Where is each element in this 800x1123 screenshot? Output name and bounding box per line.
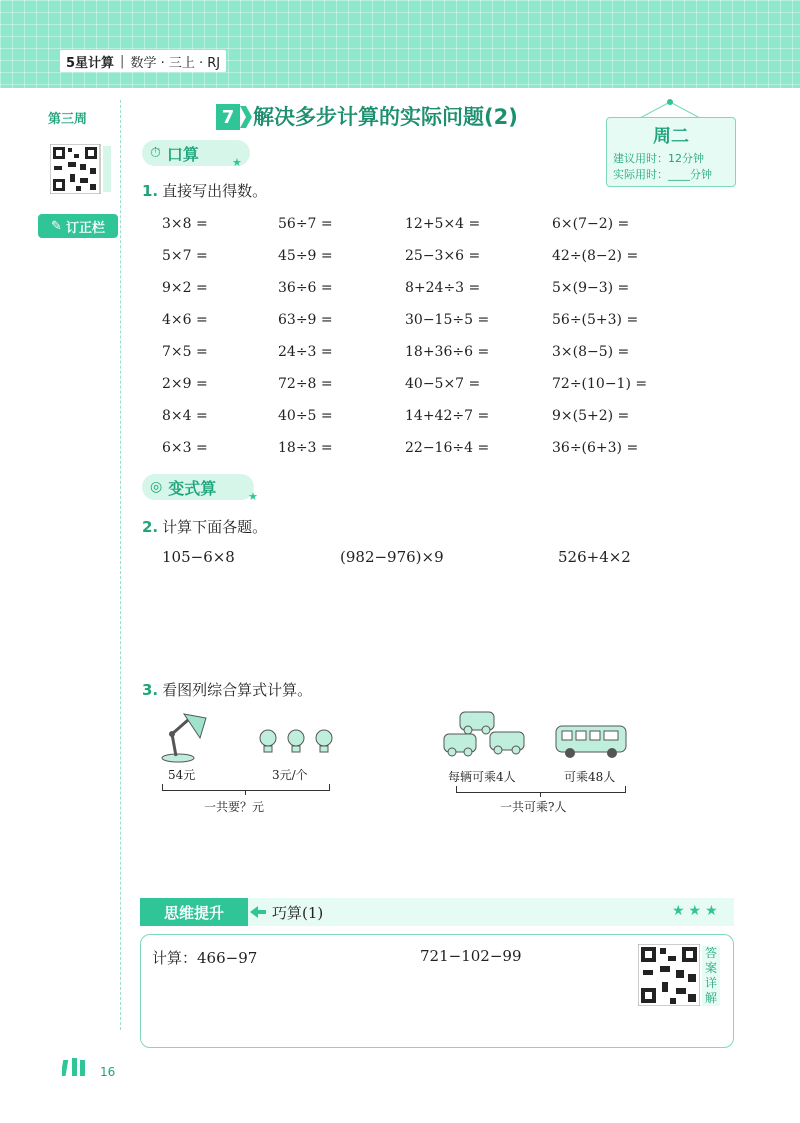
oral-item: 14+42÷7 =: [405, 408, 490, 424]
oral-item: 18÷3 =: [278, 440, 333, 456]
oral-item: 63÷9 =: [278, 312, 333, 328]
oral-item: 36÷(6+3) =: [552, 440, 639, 456]
oral-item: 45÷9 =: [278, 248, 333, 264]
bus-icon: [554, 722, 630, 762]
question-1-number: 1.: [142, 182, 159, 200]
oral-item: 5×7 =: [162, 248, 208, 264]
oral-item: 9×2 =: [162, 280, 208, 296]
section-variant-header: [142, 474, 254, 500]
q2-answer-area[interactable]: [160, 576, 730, 664]
thinking-expression-2: 721−102−99: [420, 947, 522, 965]
q2-expression-1: 105−6×8: [162, 548, 235, 566]
oral-item: 3×(8−5) =: [552, 344, 630, 360]
car-capacity: 每辆可乘4人: [448, 770, 516, 784]
oral-item: 8×4 =: [162, 408, 208, 424]
cars-icon: [440, 708, 532, 766]
oral-item: 6×(7−2) =: [552, 216, 630, 232]
oral-item: 42÷(8−2) =: [552, 248, 639, 264]
oral-item: 22−16÷4 =: [405, 440, 490, 456]
oral-item: 6×3 =: [162, 440, 208, 456]
question-3-number: 3.: [142, 681, 159, 699]
oral-item: 18+36÷6 =: [405, 344, 490, 360]
left-brace: [162, 784, 330, 791]
star-icon: ★: [232, 156, 242, 169]
books-icon: [62, 1056, 96, 1078]
correction-tag: [38, 214, 118, 238]
correction-label: 订正栏: [65, 220, 105, 236]
sidebar-divider: [120, 100, 121, 1030]
week-label: 第三周: [48, 112, 88, 127]
light-bulbs-icon: [256, 726, 338, 760]
right-brace-tip: [540, 792, 541, 797]
arrow-left-icon: [250, 906, 266, 918]
right-total-question: 一共可乘?人: [500, 800, 567, 814]
difficulty-stars-icon: ★★★: [672, 903, 722, 919]
question-3: [142, 679, 312, 700]
qr-code-icon[interactable]: [50, 144, 112, 194]
page-number: 16: [100, 1065, 116, 1079]
question-2: [142, 516, 267, 537]
desk-lamp-icon: [158, 708, 214, 764]
question-3-text: 看图列综合算式计算。: [162, 681, 313, 699]
section-oral-label: 口算: [166, 144, 199, 164]
q3-answer-area[interactable]: [160, 820, 730, 886]
thinking-prompt: 计算：466−97: [152, 949, 258, 967]
actual-time[interactable]: 实际用时：____分钟: [613, 168, 712, 181]
bulb-price: 3元/个: [272, 768, 308, 782]
left-brace-tip: [245, 790, 246, 795]
target-icon: ◎: [150, 479, 163, 495]
oral-item: 56÷7 =: [278, 216, 333, 232]
oral-item: 8+24÷3 =: [405, 280, 481, 296]
oral-item: 12+5×4 =: [405, 216, 481, 232]
oral-item: 2×9 =: [162, 376, 208, 392]
star-icon: ★: [248, 490, 258, 503]
day-box: [606, 117, 736, 187]
question-2-number: 2.: [142, 518, 159, 536]
lesson-number: 7: [216, 104, 240, 130]
q2-expression-2: (982−976)×9: [340, 548, 444, 566]
lesson-title: 解决多步计算的实际问题(2): [253, 105, 518, 129]
answer-qr-label: 答案详解: [702, 946, 720, 1006]
thinking-subtitle: 巧算(1): [272, 904, 324, 922]
left-total-question: 一共要？元: [204, 800, 265, 814]
chevron-right-icon: [240, 106, 252, 128]
answer-qr-code-icon[interactable]: [638, 944, 700, 1006]
oral-item: 30−15÷5 =: [405, 312, 490, 328]
book-name: 5星计算: [66, 55, 115, 71]
oral-item: 36÷6 =: [278, 280, 333, 296]
oral-item: 56÷(5+3) =: [552, 312, 639, 328]
oral-item: 40−5×7 =: [405, 376, 481, 392]
thinking-tag: 思维提升: [140, 898, 248, 926]
pencil-icon: ✎: [51, 218, 62, 234]
oral-item: 5×(9−3) =: [552, 280, 630, 296]
question-2-text: 计算下面各题。: [162, 518, 268, 536]
oral-item: 24÷3 =: [278, 344, 333, 360]
lamp-price: 54元: [168, 768, 196, 782]
oral-item: 3×8 =: [162, 216, 208, 232]
oral-item: 25−3×6 =: [405, 248, 481, 264]
bus-capacity: 可乘48人: [564, 770, 616, 784]
book-tag: [60, 50, 226, 72]
oral-item: 7×5 =: [162, 344, 208, 360]
right-brace: [456, 786, 626, 793]
question-1: [142, 180, 267, 201]
question-1-text: 直接写出得数。: [162, 182, 268, 200]
header-band: [0, 0, 800, 88]
q2-expression-3: 526+4×2: [558, 548, 631, 566]
oral-item: 72÷(10−1) =: [552, 376, 648, 392]
day-name: 周二: [653, 126, 689, 147]
oral-item: 9×(5+2) =: [552, 408, 630, 424]
oral-item: 40÷5 =: [278, 408, 333, 424]
header-separator: |: [120, 53, 125, 69]
oral-item: 72÷8 =: [278, 376, 333, 392]
oral-item: 4×6 =: [162, 312, 208, 328]
stopwatch-icon: ⏱: [150, 145, 161, 161]
subject-label: 数学 · 三上 · RJ: [130, 55, 221, 71]
suggested-time: 建议用时：12分钟: [613, 152, 704, 165]
section-variant-label: 变式算: [168, 478, 217, 498]
